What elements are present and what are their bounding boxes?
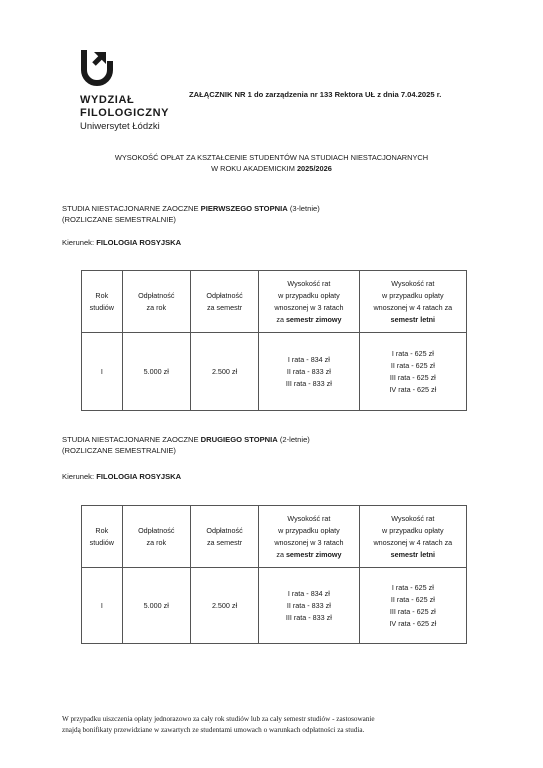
semester-summer: semestr letni bbox=[390, 549, 435, 559]
cell-3-installments bbox=[259, 333, 359, 411]
footer-line2: znajdą bonifikaty przewidziane w zawartych ze studentami umowach o warunkach odpłatności za studia. bbox=[62, 725, 365, 734]
header-text: za rok bbox=[146, 302, 167, 312]
field-value: FILOLOGIA ROSYJSKA bbox=[96, 472, 182, 481]
fees-table-second-degree bbox=[81, 505, 467, 644]
document-title-line2 bbox=[0, 163, 543, 174]
section-heading-line1 bbox=[62, 203, 320, 214]
installment: I rata - 834 zł bbox=[287, 588, 330, 598]
semester-winter: semestr zimowy bbox=[285, 314, 342, 324]
section-second-degree-heading bbox=[62, 434, 310, 456]
header-text: Odpłatność bbox=[138, 290, 175, 300]
settlement-note: (ROZLICZANE SEMESTRALNIE) bbox=[62, 446, 176, 455]
field-label: Kierunek: bbox=[62, 472, 97, 481]
study-duration: (2-letnie) bbox=[277, 435, 310, 444]
cell-4-installments bbox=[359, 333, 466, 411]
study-mode: STUDIA NIESTACJONARNE ZAOCZNE bbox=[62, 435, 201, 444]
header-3-installments bbox=[259, 506, 359, 568]
header-text: za semestr bbox=[206, 537, 243, 547]
section-heading-line1 bbox=[62, 434, 310, 445]
header-text: za rok bbox=[146, 537, 167, 547]
header-annual-fee bbox=[122, 271, 190, 333]
semester-summer: semestr letni bbox=[390, 314, 435, 324]
header-semester-fee bbox=[190, 506, 258, 568]
header-text: wnoszonej w 4 ratach za bbox=[373, 537, 453, 547]
table-header-row bbox=[82, 506, 467, 568]
cell-semester-fee: 2.500 zł bbox=[190, 333, 258, 411]
header-text: wnoszonej w 3 ratach bbox=[274, 302, 344, 312]
ul-logo-mark-icon bbox=[80, 46, 114, 86]
header-text: studiów bbox=[89, 302, 114, 312]
installment: I rata - 625 zł bbox=[391, 582, 434, 592]
semester-winter: semestr zimowy bbox=[285, 549, 342, 559]
header-text: w przypadku opłaty bbox=[278, 525, 340, 535]
study-degree: DRUGIEGO STOPNIA bbox=[200, 435, 278, 444]
field-value: FILOLOGIA ROSYJSKA bbox=[96, 238, 182, 247]
table-header-row bbox=[82, 271, 467, 333]
cell-year: I bbox=[82, 568, 123, 644]
header-text: Odpłatność bbox=[138, 525, 175, 535]
faculty-name-line1: WYDZIAŁ bbox=[80, 94, 135, 106]
field-label: Kierunek: bbox=[62, 238, 97, 247]
installment: III rata - 833 zł bbox=[285, 378, 332, 388]
title-year-prefix: W ROKU AKADEMICKIM bbox=[211, 164, 297, 173]
header-text: Wysokość rat bbox=[287, 278, 331, 288]
footer-line1: W przypadku uiszczenia opłaty jednorazowo za cały rok studiów lub za cały semestr studiów - zastosowanie bbox=[62, 715, 375, 723]
header-3-installments bbox=[259, 271, 359, 333]
header-text: w przypadku opłaty bbox=[382, 525, 444, 535]
header-text bbox=[360, 549, 466, 561]
study-mode: STUDIA NIESTACJONARNE ZAOCZNE bbox=[62, 204, 201, 213]
footer-note bbox=[62, 714, 502, 735]
section-first-degree-heading bbox=[62, 203, 320, 225]
header-text bbox=[360, 314, 466, 326]
university-name: Uniwersytet Łódzki bbox=[80, 121, 160, 132]
table-row bbox=[82, 568, 467, 644]
annex-reference: ZAŁĄCZNIK NR 1 do zarządzenia nr 133 Rektora UŁ z dnia 7.04.2025 r. bbox=[189, 90, 442, 99]
header-text: za bbox=[276, 549, 286, 559]
installment: II rata - 833 zł bbox=[286, 366, 331, 376]
cell-annual-fee: 5.000 zł bbox=[122, 333, 190, 411]
study-duration: (3-letnie) bbox=[287, 204, 320, 213]
installment: IV rata - 625 zł bbox=[389, 618, 437, 628]
header-text: Wysokość rat bbox=[391, 278, 435, 288]
header-text bbox=[259, 549, 358, 561]
header-year bbox=[82, 506, 123, 568]
installment: II rata - 833 zł bbox=[286, 600, 331, 610]
header-text: Odpłatność bbox=[206, 290, 243, 300]
study-degree: PIERWSZEGO STOPNIA bbox=[200, 204, 288, 213]
header-text: Rok bbox=[95, 525, 109, 535]
table-row bbox=[82, 333, 467, 411]
faculty-name-line2: FILOLOGICZNY bbox=[80, 107, 170, 119]
header-text: w przypadku opłaty bbox=[278, 290, 340, 300]
header-text: wnoszonej w 4 ratach za bbox=[373, 302, 453, 312]
header-text: Rok bbox=[95, 290, 109, 300]
header-4-installments bbox=[359, 271, 466, 333]
header-text: studiów bbox=[89, 537, 114, 547]
field-of-study bbox=[62, 238, 181, 247]
installment: III rata - 625 zł bbox=[389, 606, 436, 616]
installment: III rata - 625 zł bbox=[389, 372, 436, 382]
document-title bbox=[0, 152, 543, 174]
cell-semester-fee: 2.500 zł bbox=[190, 568, 258, 644]
header-text: za bbox=[276, 314, 286, 324]
cell-3-installments bbox=[259, 568, 359, 644]
document-title-line1: WYSOKOŚĆ OPŁAT ZA KSZTAŁCENIE STUDENTÓW NA STUDIACH NIESTACJONARNYCH bbox=[114, 153, 429, 162]
header-annual-fee bbox=[122, 506, 190, 568]
header-text: Wysokość rat bbox=[391, 513, 435, 523]
installment: II rata - 625 zł bbox=[390, 594, 435, 604]
header-4-installments bbox=[359, 506, 466, 568]
header-text: w przypadku opłaty bbox=[382, 290, 444, 300]
academic-year: 2025/2026 bbox=[296, 164, 332, 173]
field-of-study bbox=[62, 472, 181, 481]
header-text: wnoszonej w 3 ratach bbox=[274, 537, 344, 547]
fees-table-first-degree bbox=[81, 270, 467, 411]
installment: I rata - 625 zł bbox=[391, 348, 434, 358]
header-text bbox=[259, 314, 358, 326]
header-text: za semestr bbox=[206, 302, 243, 312]
cell-year: I bbox=[82, 333, 123, 411]
settlement-note: (ROZLICZANE SEMESTRALNIE) bbox=[62, 215, 176, 224]
header-year bbox=[82, 271, 123, 333]
cell-annual-fee: 5.000 zł bbox=[122, 568, 190, 644]
installment: I rata - 834 zł bbox=[287, 354, 330, 364]
faculty-name bbox=[80, 94, 169, 132]
header-semester-fee bbox=[190, 271, 258, 333]
header-text: Odpłatność bbox=[206, 525, 243, 535]
faculty-logo bbox=[80, 46, 114, 86]
installment: IV rata - 625 zł bbox=[389, 384, 437, 394]
header-text: Wysokość rat bbox=[287, 513, 331, 523]
installment: II rata - 625 zł bbox=[390, 360, 435, 370]
cell-4-installments bbox=[359, 568, 466, 644]
installment: III rata - 833 zł bbox=[285, 612, 332, 622]
